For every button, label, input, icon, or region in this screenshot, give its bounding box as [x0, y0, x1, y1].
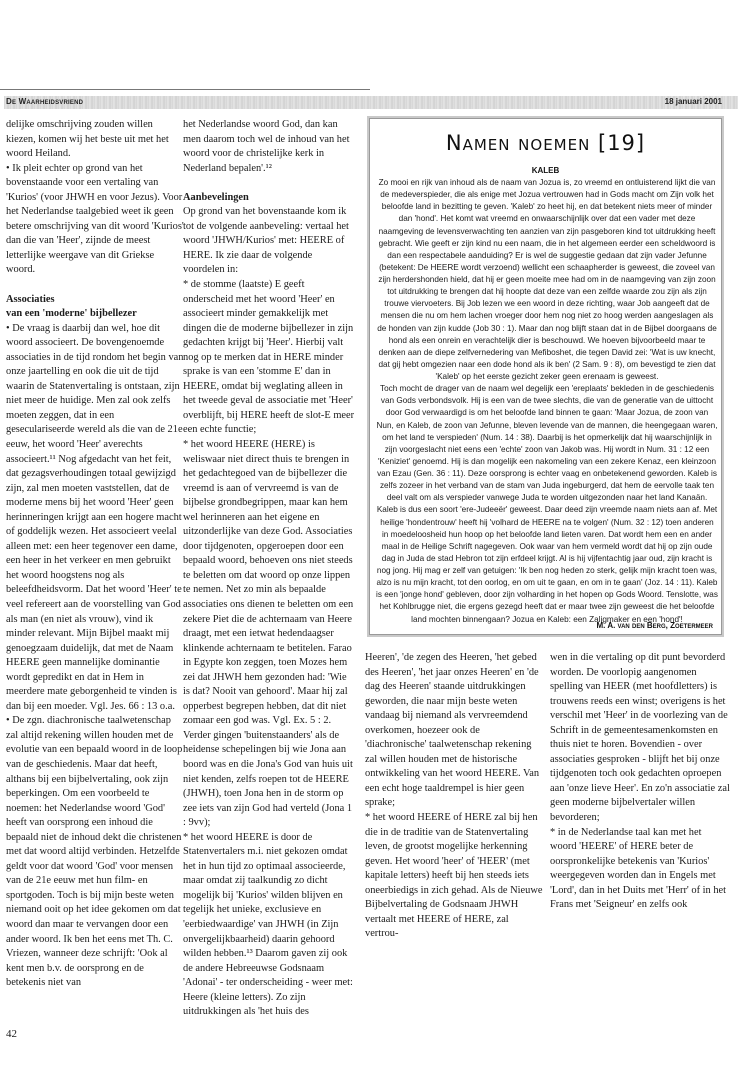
sidebar-body	[376, 177, 718, 626]
publication-name: De Waarheidsvriend	[6, 97, 84, 106]
paragraph: * het woord HEERE of HERE zal bij hen die in de traditie van de Statenvertaling leven, de grootst mogelijke herkenning geven. Het woord 'heer' of 'HEER' (met kapitale letters) heeft bij hen steeds iets oneerbiedigs in zich gehad. Als de Nieuwe Bijbelvertaling de Godsnaam JHWH vertaalt met HEERE of HERE, zal vertrou-	[365, 812, 543, 940]
section-subheading: van een 'moderne' bijbellezer	[6, 308, 137, 320]
paragraph: • Ik pleit echter op grond van het bovenstaande voor een vertaling van 'Kurios' (voor JHWH en voor Jezus). Voor het Nederlandse taalgebied weet ik geen betere omschrijving van dit woord 'Kurios' dan die van 'Heer', zijnde de meest letterlijke weergave van dit Griekse woord.	[6, 162, 184, 276]
article-column-4	[550, 651, 730, 913]
section-heading: Associaties	[6, 293, 55, 305]
paragraph: delijke omschrijving zouden willen kiezen, komen wij het beste uit met het woord Heiland.	[6, 119, 169, 160]
sidebar-box-namen-noemen	[367, 116, 724, 637]
top-rule	[0, 89, 370, 90]
paragraph: * de stomme (laatste) E geeft onderscheid met het woord 'Heer' en associeert minder gemakkelijk met dingen die de moderne bijbellezer in zijn gedachten krijgt bij 'Heer'. Hierbij valt nog op te merken dat in HERE minder sprake is van een 'stomme E' dan in HEERE, omdat bij weglating alleen in het tweede geval de associatie met 'Heer' overblijft, bij HERE heeft de slot-E meer een echte functie;	[183, 278, 355, 436]
sidebar-author: M. A. van den Berg, Zoetermeer	[596, 621, 713, 630]
paragraph: het Nederlandse woord God, dan kan men daarom toch wel de inhoud van het woord voor de christelijke kerk in Nederland bepalen'.¹²	[183, 119, 350, 174]
issue-date: 18 januari 2001	[664, 97, 722, 106]
article-column-3	[365, 651, 543, 942]
sidebar-subtitle: KALEB	[531, 166, 560, 175]
sidebar-title: Namen noemen [19]	[445, 131, 646, 155]
paragraph: wen in die vertaling op dit punt bevorderd worden. De voorlopig aangenomen spelling van HEER (met hoofdletters) is trouwens reeds een winst; overigens is het verschil met 'Heer' in de voorlezing van de Schrift in de gemeentesamenkomsten en thuis niet te horen. Bovendien - over associaties gesproken - blijft het bij onze tijdgenoten toch ook gedachten oproepen aan 'onze lieve Heer'. En zo'n associatie zal geen moderne bijbelvertaler willen bevorderen;	[550, 652, 730, 824]
sidebar-paragraph: Toch mocht de drager van de naam wel degelijk een 'ereplaats' bekleden in de geschiedenis van Gods verbondsvolk. Hij is een van de twee slechts, die van de generatie van de uittocht door God verwaardigd is om het beloofde land binnen te gaan: 'Maar Jozua, de zoon van Nun, en Kaleb, de zoon van Jefunne, bleven levende van de mannen, die heengegaan waren, om het land te verspieden' (Num. 14 : 38). Daarbij is het opmerkelijk dat hij waarschijnlijk in zijn voorgeslacht niet eens een 'echte' zoon van Jakob was. Hij wordt in Num. 31 : 12 een 'Keniziet' genoemd. Hij is dan mogelijk een nakomeling van een zekere Kenaz, een kleinzoon van Ezau (Gen. 36 : 11). Deze oorsprong is echter vaag en onbetekenend geworden. Kaleb is zelfs zozeer in het verband van de stam van Juda ingeburgerd, dat hem de eervolle taak ten deel valt om als verspieder vanwege Juda te worden uitgezonden naar het land Kanaän. Kaleb is dus een soort 'ere-Judeeër' geweest. Daar deed zijn vreemde naam niets aan af. Met heilige 'hondentrouw' heeft hij 'volhard de HEERE na te volgen' (Num. 32 : 12) toen anderen in moedeloosheid hun hoop op het beloofde land lieten varen. Dat wordt hem een en ander maal in de Heilige Schrift nagegeven. Ook waar van hem vermeld wordt dat hij op zijn oude dag in Juda de stad Hebron tot zijn erfdeel krijgt. Al is hij vijfentachtig jaar oud, zijn kracht is nog jong. Hij mag er zelf van getuigen: 'Ik ben nog heden zo sterk, gelijk mijn kracht toen was, alzo is nu mijn kracht, tot den oorlog, en om uit te gaan, en om in te gaan' (Joz. 14 : 11). Kaleb is een 'jonge hond' gebleven, door zijn volharding in het hopen op Gods Woord. Tenslotte, was het Kohlbrugge niet, die ergens gezegd heeft dat er maar twee zijn geweest die het beloofde land mochten binnengaan? Jozua en Kaleb: een Zaligmaker en een 'hond'!	[376, 384, 718, 624]
paragraph: * het woord HEERE (HERE) is weliswaar niet direct thuis te brengen in het gedachtegoed van de bijbellezer die vreemd is aan of vervreemd is van de bijbelse grondbegrippen, maar kan hem wel herinneren aan het eigene en uitzonderlijke van deze God. Associaties door tijdgenoten, opgeroepen door een bepaald woord, behoeven ons niet steeds te beletten om dat woord op onze lippen te nemen. Net zo min als bepaalde associaties ons dienen te beletten om een zekere Piet die de achternaam van Heere draagt, met een ietwat hedendaagser klinkende achternaam te betitelen. Farao in Egypte kon zeggen, toen Mozes hem zei dat JHWH hem gezonden had: 'Wie is dat? Nooit van gehoord'. Maar hij zal opperbest begrepen hebben, dat dit niet zomaar een god was. Vgl. Ex. 5 : 2. Verder gingen 'buitenstaanders' als de heidense schepelingen bij wie Jona aan boord was en die Jona's God van huis uit niet kenden, zelfs roepen tot de HEERE (JHWH), toen Jona hen in de storm op zee iets van zijn God had verteld (Jona 1 : 9vv);	[183, 438, 354, 829]
paragraph: Op grond van het bovenstaande kom ik tot de volgende aanbeveling: vertaal het woord 'JHWH/Kurios' met: HEERE of HERE. Ik zie daar de volgende voordelen in:	[183, 206, 349, 276]
paragraph: * in de Nederlandse taal kan met het woord 'HEERE' of HERE beter de oorspronkelijke betekenis van 'Kurios' weergegeven worden dan in Engels met 'Lord', dan in het Duits met 'Herr' of in het Frans met 'Seigneur' en zelfs ook	[550, 826, 727, 911]
paragraph: • De zgn. diachronische taalwetenschap zal altijd rekening willen houden met de evolutie van een bepaald woord in de loop van de geschiedenis. Maar dat heeft, althans bij een bijbelvertaling, ook zijn beperkingen. Om een voorbeeld te noemen: het Nederlandse woord 'God' heeft van oorsprong een inhoud die bepaald niet de inhoud dekt die christenen met dat woord altijd verbinden. Hetzelfde geldt voor dat woord 'God' voor mensen van de 21e eeuw met hun film- en sportgoden. Toch is bij mijn beste weten niemand ooit op het idee gekomen om dat woord dan maar te vervangen door een ander woord. Ik ben het eens met Th. C. Vriezen, wanneer deze schrijft: 'Ook al kent men b.v. de oorsprong en de betekenis niet van	[6, 715, 183, 989]
paragraph: Heeren', 'de zegen des Heeren, 'het gebed des Heeren', 'het jaar onzes Heeren' en 'de dag des Heeren' staande uitdrukkingen geworden, die naar mijn beste weten vandaag bij niemand als vervreemdend overkomen, hoezeer ook de 'diachronische' taalwetenschap rekening zal willen houden met de historische ontwikkeling van het woord HEERE. Van een echt hoge taaldrempel is hier geen sprake;	[365, 652, 540, 809]
paragraph: • De vraag is daarbij dan wel, hoe dit woord associeert. De bovengenoemde associaties in de tijd rondom het begin van onze jaartelling en ook die uit de tijd waarin de Statenvertaling is ontstaan, zijn niet meer de huidige. Men zal ook zelfs moeten zeggen, dat in een geseculariseerde wereld als die van de 21e eeuw, het woord 'Heer' averechts associeert.¹¹ Nog afgedacht van het feit, dat gezagsverhoudingen totaal gewijzigd zijn, zal men moeten vaststellen, dat de moderne mens bij het woord 'Heer' geen herinneringen krijgt aan een hogere macht of goddelijk wezen. Het associeert veelal alleen met: een heer tegenover een dame, een heer in het verkeer en men gebruikt het woord hoogstens nog als beleefdheidsvorm. Dat het woord 'Heer' te veel refereert aan de voorstelling van God als man (en niet als vrouw), vind ik minder relevant. Mijn Bijbel maakt mij genoegzaam duidelijk, dat met de Naam HEERE geen mannelijke dominantie wordt gepredikt en dat in Hem in meerdere mate geborgenheid te vinden is dan bij een moeder. Vgl. Jes. 66 : 13 o.a.	[6, 322, 184, 712]
paragraph: * het woord HEERE is door de Statenvertalers m.i. niet gekozen omdat het in hun tijd zo optimaal associeerde, maar omdat zij taalkundig zo dicht mogelijk bij 'Kurios' wilden blijven en tegelijk het unieke, exclusieve en 'eerbiedwaardige' van JHWH (in Zijn onvergelijkbaarheid) daarin gehoord wilden hebben.¹³ Daarom gaven zij ook de andere Hebreeuwse Godsnaam 'Adonai' - ter onderscheiding - weer met: Heere (kleine letters). Zo zijn uitdrukkingen als 'het huis des	[183, 831, 353, 1018]
article-column-2	[183, 118, 355, 1020]
sidebar-paragraph: Zo mooi en rijk van inhoud als de naam van Jozua is, zo vreemd en ontluisterend lijkt die van de medeverspieder, die als enige met Jozua vertrouwen had in Gods macht om Zijn volk het beloofde land in bezitting te geven. 'Kaleb' zo heet hij, en dat betekent niets meer of minder dan 'hond'. Het komt wat vreemd en onwaarschijnlijk over dat een vader met deze naamgeving de levensverwachting ten aanzien van zijn pasgeboren kind tot uitdrukking heeft gebracht. Wie geeft er zijn kind nu een naam, die in het algemeen eerder een scheldwoord is dan een respectabele aanduiding? Er is wel de suggestie gedaan dat zijn vader Jefunne (betekent: De HEERE wordt verzoend) wellicht een schaapherder is geweest, die zoveel van zijn herdershonden hield, dat hij er geen moeite mee had om in de naamgeving van zijn zoon tot uitdrukking te brengen dat hij hoopte dat deze van een zelfde waarde zou zijn als zijn trouwe viervoeters. Bij Job lezen we een woord in deze richting, waar Job aangeeft dat de mensen die nu om hem lachen vroeger door hem nog niet zo hoog werden aangeslagen als de honden van zijn kudde (Job 30 : 1). Maar dan nog blijft staan dat in de Bijbel doorgaans de hond als een onrein en verachtelijk dier is beschouwd. We hoeven bijvoorbeeld maar te denken aan de diepe zelfvernedering van Mefiboshet, die tegen David zei: 'Wat is uw knecht, dat gij hebt omgezien naar een dode hond als ik ben' (2 Sam. 9 : 8), om bevestigd te zien dat 'Kaleb' op het eerste gezicht zeker geen erenaam is geweest.	[377, 178, 717, 381]
running-header-bar	[4, 96, 738, 109]
section-heading: Aanbevelingen	[183, 191, 249, 203]
article-column-1	[6, 118, 184, 991]
page-number: 42	[6, 1028, 17, 1040]
